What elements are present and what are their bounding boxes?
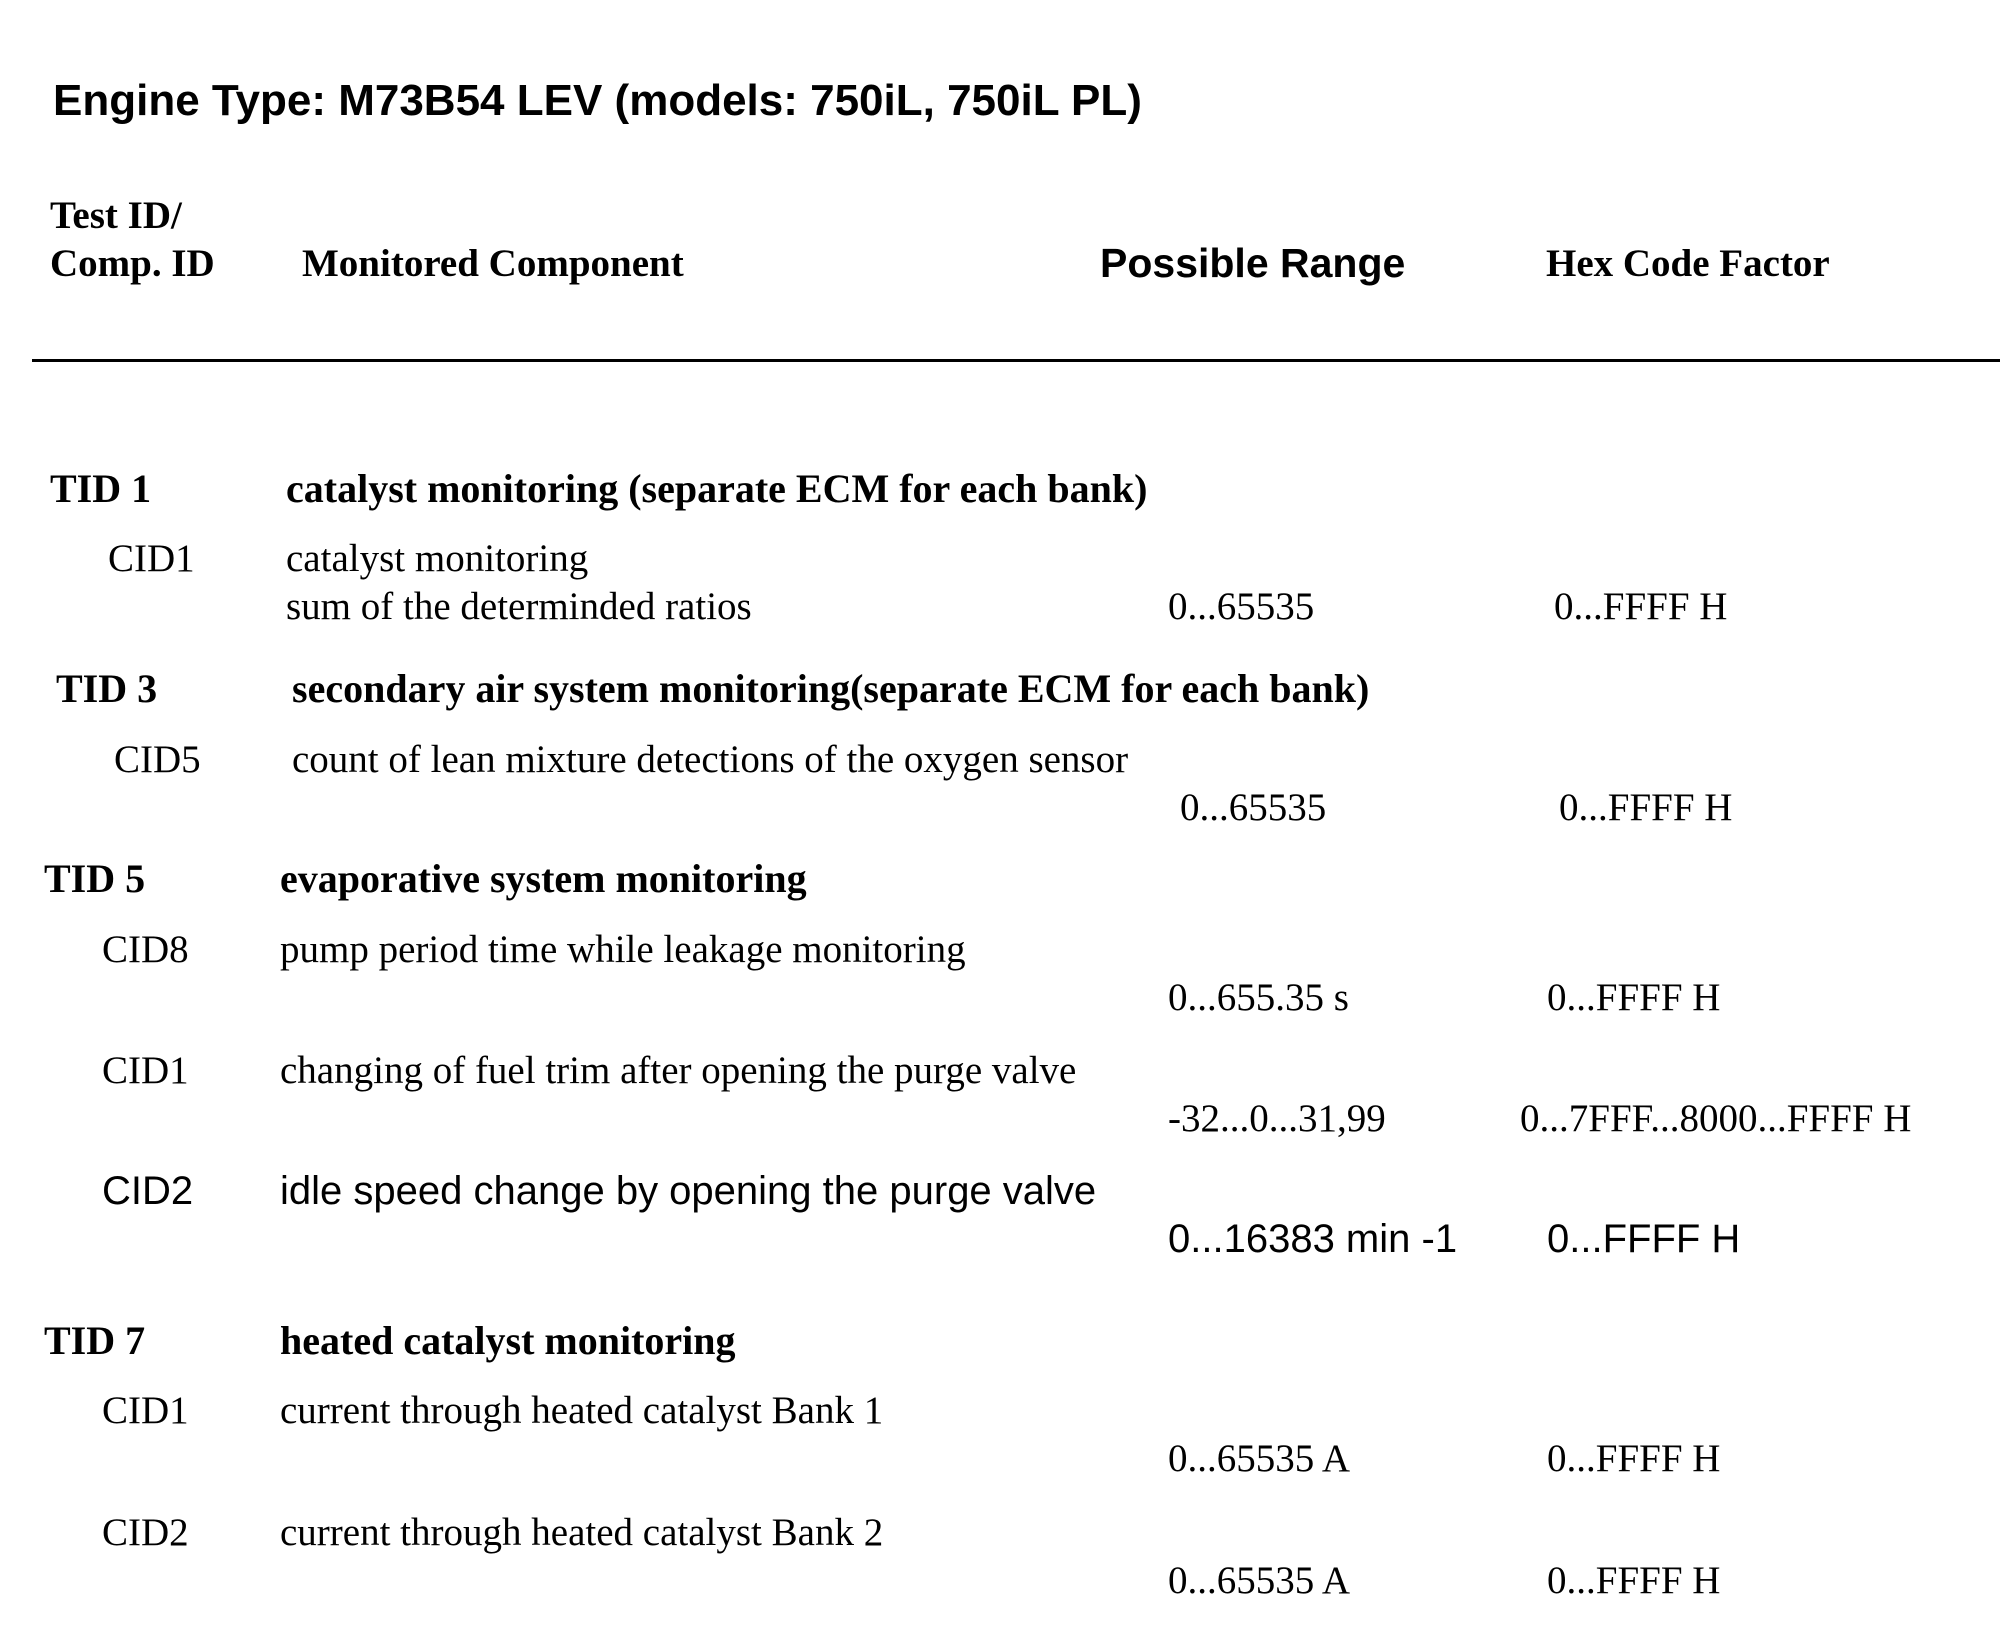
column-header-test-id	[50, 192, 215, 288]
component-text: count of lean mixture detections of the oxygen sensor	[292, 738, 1129, 781]
cid-label: CID1	[102, 1049, 189, 1092]
range-value: 0...16383 min -1	[1168, 1217, 1458, 1261]
cid-label: CID8	[102, 928, 189, 971]
cid-label: CID1	[102, 1389, 189, 1432]
component-text: catalyst monitoring	[286, 537, 589, 580]
tid-heading: catalyst monitoring (separate ECM for each bank)	[286, 466, 1148, 511]
page-title: Engine Type: M73B54 LEV (models: 750iL, 750iL PL)	[53, 76, 1142, 125]
hex-value: 0...FFFF H	[1554, 585, 1728, 628]
cid-label: CID1	[108, 537, 195, 580]
header-divider	[32, 359, 2000, 362]
tid-label: TID 5	[44, 856, 146, 901]
column-header-component: Monitored Component	[302, 242, 684, 285]
hex-value: 0...FFFF H	[1547, 976, 1721, 1019]
hex-value: 0...7FFF...8000...FFFF H	[1520, 1097, 1912, 1140]
hex-value: 0...FFFF H	[1547, 1559, 1721, 1602]
cid-label: CID2	[102, 1169, 194, 1213]
component-text: idle speed change by opening the purge valve	[280, 1169, 1097, 1213]
component-text: current through heated catalyst Bank 1	[280, 1389, 884, 1432]
tid-heading: evaporative system monitoring	[280, 856, 807, 901]
tid-label: TID 1	[50, 466, 152, 511]
range-value: 0...65535	[1180, 786, 1327, 829]
component-text: pump period time while leakage monitoring	[280, 928, 966, 971]
column-header-test-id-line2: Comp. ID	[50, 242, 215, 285]
range-value: 0...65535 A	[1168, 1437, 1351, 1480]
hex-value: 0...FFFF H	[1547, 1217, 1741, 1261]
range-value: 0...65535	[1168, 585, 1315, 628]
hex-value: 0...FFFF H	[1547, 1437, 1721, 1480]
range-value: -32...0...31,99	[1168, 1097, 1386, 1140]
tid-label: TID 3	[56, 666, 158, 711]
range-value: 0...65535 A	[1168, 1559, 1351, 1602]
range-value: 0...655.35 s	[1168, 976, 1349, 1019]
component-text: current through heated catalyst Bank 2	[280, 1511, 884, 1554]
hex-value: 0...FFFF H	[1559, 786, 1733, 829]
tid-label: TID 7	[44, 1318, 146, 1363]
component-text-line2: sum of the determinded ratios	[286, 585, 752, 628]
component-text: changing of fuel trim after opening the purge valve	[280, 1049, 1077, 1092]
cid-label: CID2	[102, 1511, 189, 1554]
tid-heading: heated catalyst monitoring	[280, 1318, 736, 1363]
column-header-hex: Hex Code Factor	[1546, 242, 1830, 285]
column-header-range: Possible Range	[1100, 240, 1406, 286]
tid-heading: secondary air system monitoring(separate ECM for each bank)	[292, 666, 1370, 711]
column-header-test-id-line1: Test ID/	[50, 194, 182, 237]
cid-label: CID5	[114, 738, 201, 781]
